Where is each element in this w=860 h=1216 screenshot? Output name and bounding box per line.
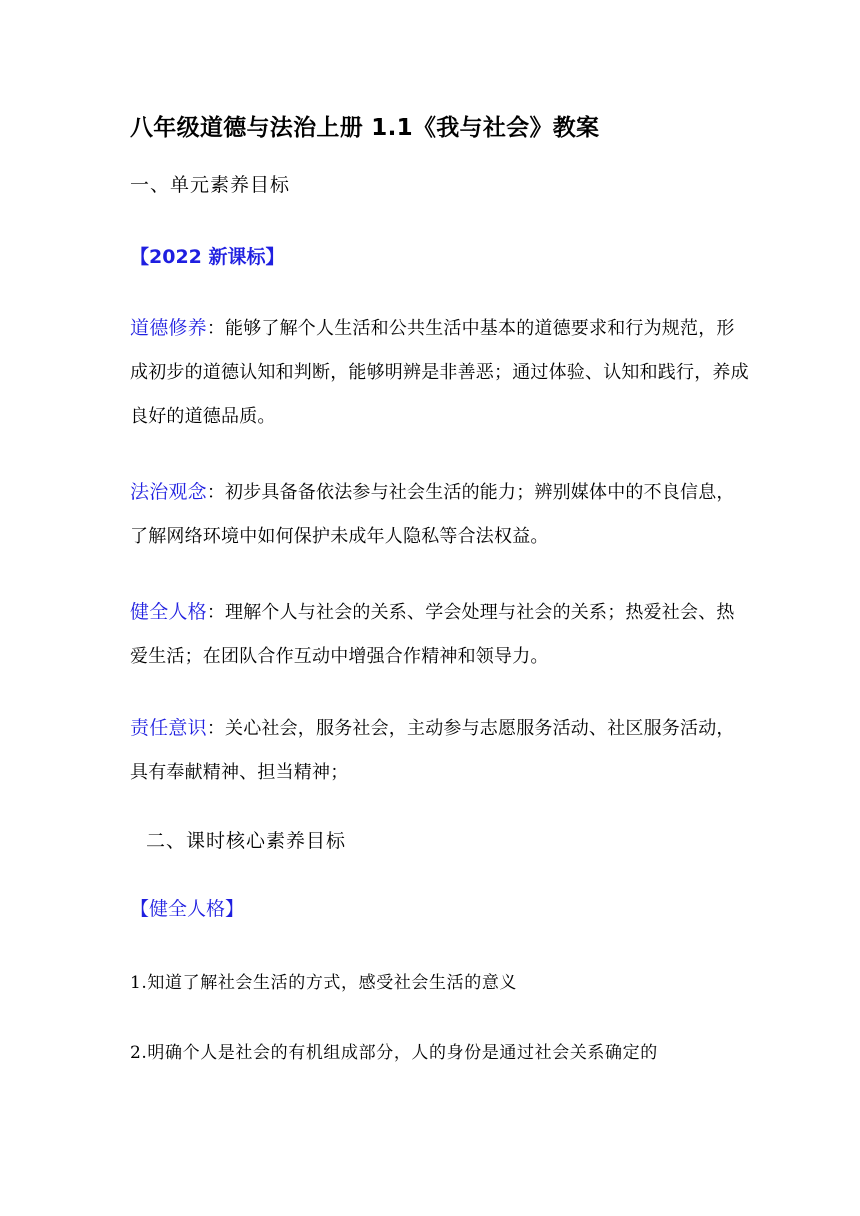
personality-tag: 【健全人格】 bbox=[130, 898, 245, 920]
new-standard-tag: 【2022 新课标】 bbox=[130, 246, 285, 268]
paragraph-moral-cultivation bbox=[130, 306, 750, 439]
paragraph-sound-personality bbox=[130, 590, 750, 679]
paragraph-text: ：理解个人与社会的关系、学会处理与社会的关系；热爱社会、热爱生活；在团队合作互动中增强合作精神和领导力。 bbox=[130, 602, 735, 667]
term-rule-of-law: 法治观念 bbox=[130, 481, 207, 503]
paragraph-responsibility bbox=[130, 706, 750, 795]
term-sound-personality: 健全人格 bbox=[130, 601, 207, 623]
goal-item: 2.明确个人是社会的有机组成部分，人的身份是通过社会关系确定的 bbox=[130, 1043, 658, 1063]
term-responsibility: 责任意识 bbox=[130, 717, 207, 739]
paragraph-text: ：初步具备备依法参与社会生活的能力；辨别媒体中的不良信息，了解网络环境中如何保护未成年人隐私等合法权益。 bbox=[130, 482, 735, 547]
document-title: 八年级道德与法治上册 1.1《我与社会》教案 bbox=[130, 115, 600, 141]
section-heading-unit-goals: 一、单元素养目标 bbox=[130, 174, 291, 196]
section-heading-lesson-goals: 二、课时核心素养目标 bbox=[146, 830, 347, 852]
paragraph-text: ：能够了解个人生活和公共生活中基本的道德要求和行为规范，形成初步的道德认知和判断，能够明辨是非善恶；通过体验、认知和践行，养成良好的道德品质。 bbox=[130, 318, 749, 427]
paragraph-text: ：关心社会，服务社会，主动参与志愿服务活动、社区服务活动，具有奉献精神、担当精神； bbox=[130, 718, 735, 783]
goal-item: 1.知道了解社会生活的方式，感受社会生活的意义 bbox=[130, 973, 518, 993]
paragraph-rule-of-law bbox=[130, 470, 750, 559]
term-moral-cultivation: 道德修养 bbox=[130, 317, 207, 339]
